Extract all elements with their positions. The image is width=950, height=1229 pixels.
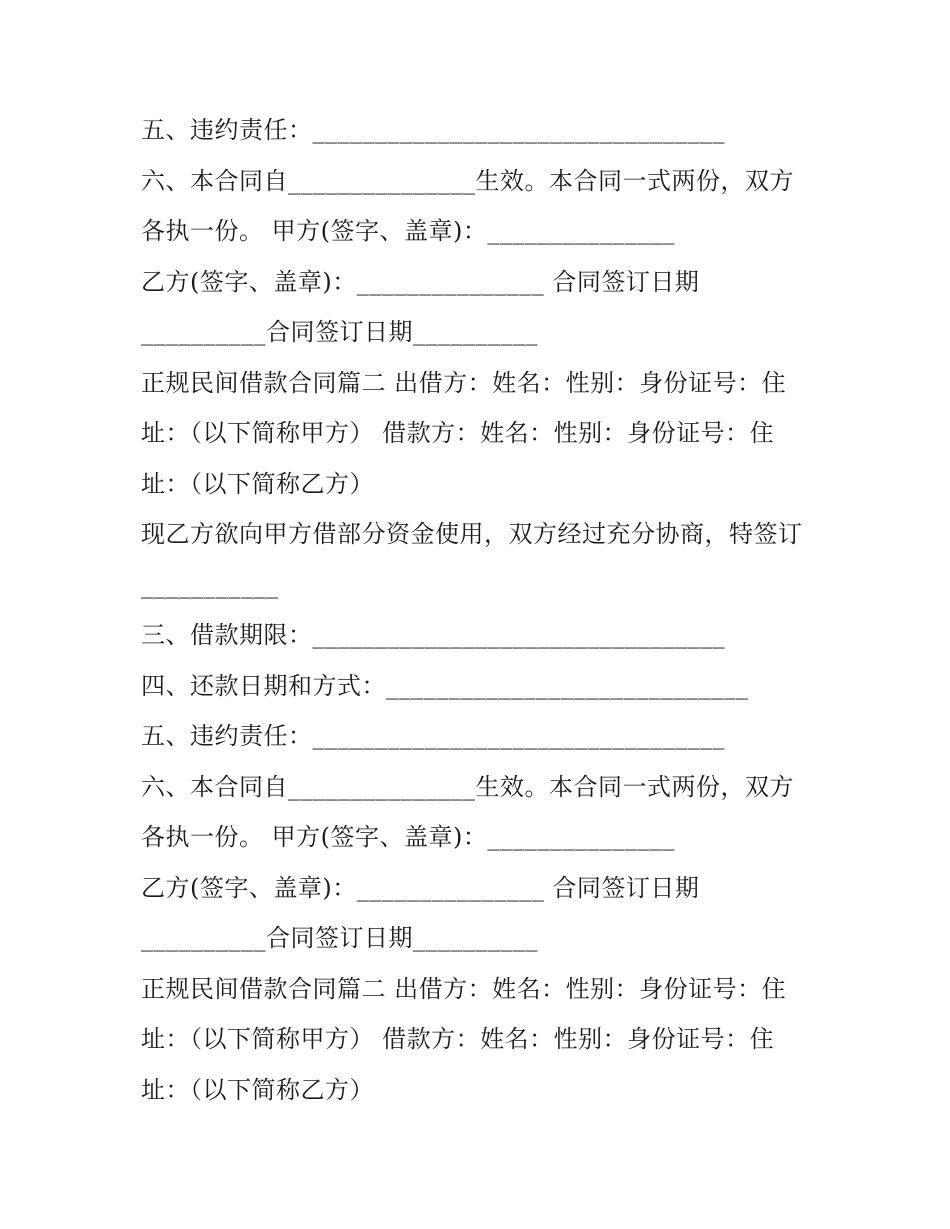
signing-date-line-2: __________合同签订日期__________ <box>141 924 538 952</box>
party-a-signature-line-2: 各执一份。 甲方(签字、盖章)：_______________ <box>141 823 675 851</box>
clause-repayment: 四、还款日期和方式：_____________________________ <box>141 671 749 700</box>
contract-text-block <box>141 105 821 1115</box>
borrower-address-line: 址：（以下简称乙方） <box>141 469 374 498</box>
contract-preamble: 现乙方欲向甲方借部分资金使用，双方经过充分协商，特签订 <box>141 520 803 548</box>
contract-heading-lender: 正规民间借款合同篇二 出借方：姓名：性别：身份证号：住 <box>141 368 787 397</box>
party-b-signature-line-2: 乙方(签字、盖章)：_______________ 合同签订日期 <box>141 873 700 902</box>
lender-address-borrower-line-2: 址：（以下简称甲方） 借款方：姓名：性别：身份证号：住 <box>141 1025 775 1053</box>
clause-breach-liability-2: 五、违约责任：_________________________________ <box>141 722 725 750</box>
borrower-address-line-2: 址：（以下简称乙方） <box>141 1075 374 1104</box>
preamble-blank-line: ___________ <box>141 570 279 599</box>
clause-effective-date: 六、本合同自_______________生效。本合同一式两份，双方 <box>141 166 794 195</box>
clause-loan-term: 三、借款期限：_________________________________ <box>141 621 725 649</box>
signing-date-line: __________合同签订日期__________ <box>141 318 538 346</box>
party-b-signature-line: 乙方(签字、盖章)：_______________ 合同签订日期 <box>141 267 700 296</box>
lender-address-borrower-line: 址：（以下简称甲方） 借款方：姓名：性别：身份证号：住 <box>141 419 775 447</box>
party-a-signature-line: 各执一份。 甲方(签字、盖章)：_______________ <box>141 217 675 245</box>
clause-effective-date-2: 六、本合同自_______________生效。本合同一式两份，双方 <box>141 772 794 801</box>
contract-heading-lender-2: 正规民间借款合同篇二 出借方：姓名：性别：身份证号：住 <box>141 974 787 1003</box>
clause-breach-liability: 五、违约责任：_________________________________ <box>141 116 725 144</box>
